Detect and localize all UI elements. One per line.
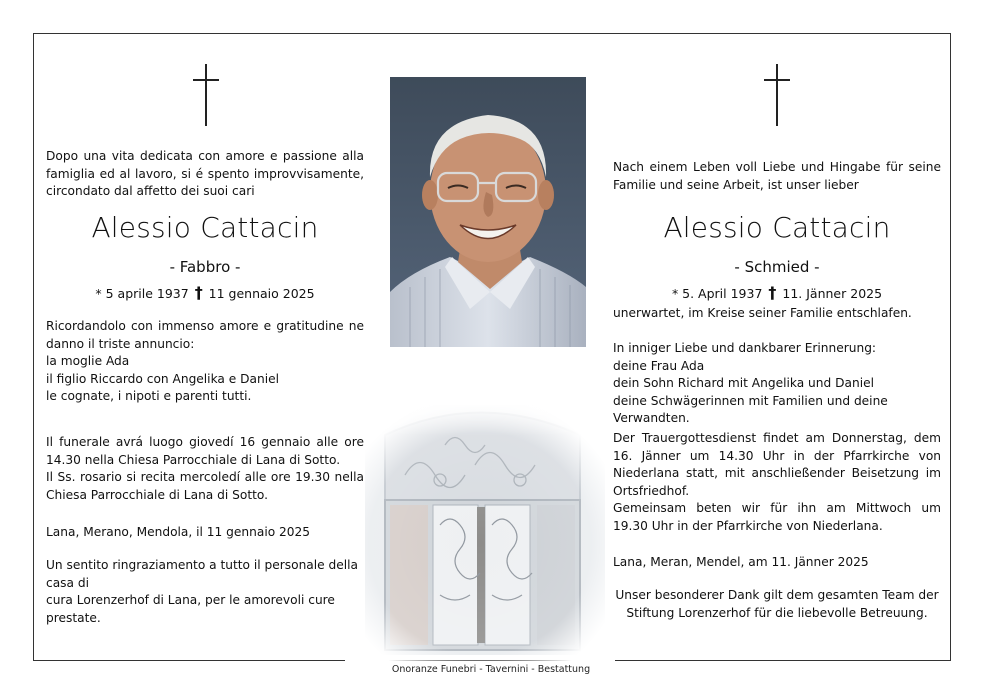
italian-thanks: Un sentito ringraziamento a tutto il personale della casa di cura Lorenzerhof di Lana, per le amorevoli cure prestate.: [46, 558, 359, 625]
german-thanks: Unser besonderer Dank gilt dem gesamten Team der Stiftung Lorenzerhof für die liebevolle Betreuung.: [615, 588, 939, 620]
italian-occupation: - Fabbro -: [169, 258, 241, 276]
death-date: 11 gennaio 2025: [208, 286, 315, 301]
german-life-dates: [613, 283, 941, 302]
german-intro: Nach einem Leben voll Liebe und Hingabe für seine Familie und seine Arbeit, ist unser lieber: [613, 160, 941, 192]
birth-date: * 5 aprile 1937: [95, 286, 189, 301]
italian-mourners: Ricordandolo con immenso amore e gratitudine ne danno il triste annuncio: la moglie Ada il figlio Riccardo con Angelika e Daniel le cognate, i nipoti e parenti tutti.: [46, 319, 364, 404]
church-door-image: [345, 395, 615, 665]
german-deceased-name: Alessio Cattacin: [663, 211, 891, 244]
cross-icon-left: [193, 64, 219, 126]
german-place-date: Lana, Meran, Mendel, am 11. Jänner 2025: [613, 555, 869, 569]
death-cross-icon: †: [194, 283, 203, 302]
german-passing: unerwartet, im Kreise seiner Familie entschlafen.: [613, 306, 912, 320]
italian-funeral-info: Il funerale avrá luogo giovedí 16 gennaio alle ore 14.30 nella Chiesa Parrocchiale di Lana di Sotto. Il Ss. rosario si recita mercoledí alle ore 19.30 nella Chiesa Parrocchiale di Lana di Sotto.: [46, 435, 364, 502]
german-mourners: In inniger Liebe und dankbarer Erinnerung: deine Frau Ada dein Sohn Richard mit Angelika und Daniel deine Schwägerinnen mit Familien und deine Verwandten.: [613, 341, 888, 426]
german-occupation: - Schmied -: [734, 258, 820, 276]
death-date: 11. Jänner 2025: [782, 286, 883, 301]
italian-place-date: Lana, Merano, Mendola, il 11 gennaio 2025: [46, 525, 311, 539]
italian-intro: Dopo una vita dedicata con amore e passione alla famiglia ed al lavoro, si é spento improvvisamente, circondato dal affetto dei suoi cari: [46, 149, 364, 199]
german-funeral-info: Der Trauergottesdienst findet am Donnerstag, dem 16. Jänner um 14.30 Uhr in der Pfarrkirche von Niederlana statt, mit anschließender Beisetzung im Ortsfriedhof. Gemeinsam beten wir für ihn am Mittwoch um 19.30 Uhr in der Pfarrkirche von Niederlana.: [613, 431, 941, 533]
portrait-photo: [390, 77, 586, 347]
cross-icon-right: [764, 64, 790, 126]
italian-life-dates: [46, 283, 364, 302]
italian-deceased-name: Alessio Cattacin: [91, 211, 319, 244]
birth-date: * 5. April 1937: [671, 286, 763, 301]
death-cross-icon: †: [768, 283, 777, 302]
funeral-home-footer: Onoranze Funebri - Tavernini - Bestattung: [391, 664, 591, 675]
